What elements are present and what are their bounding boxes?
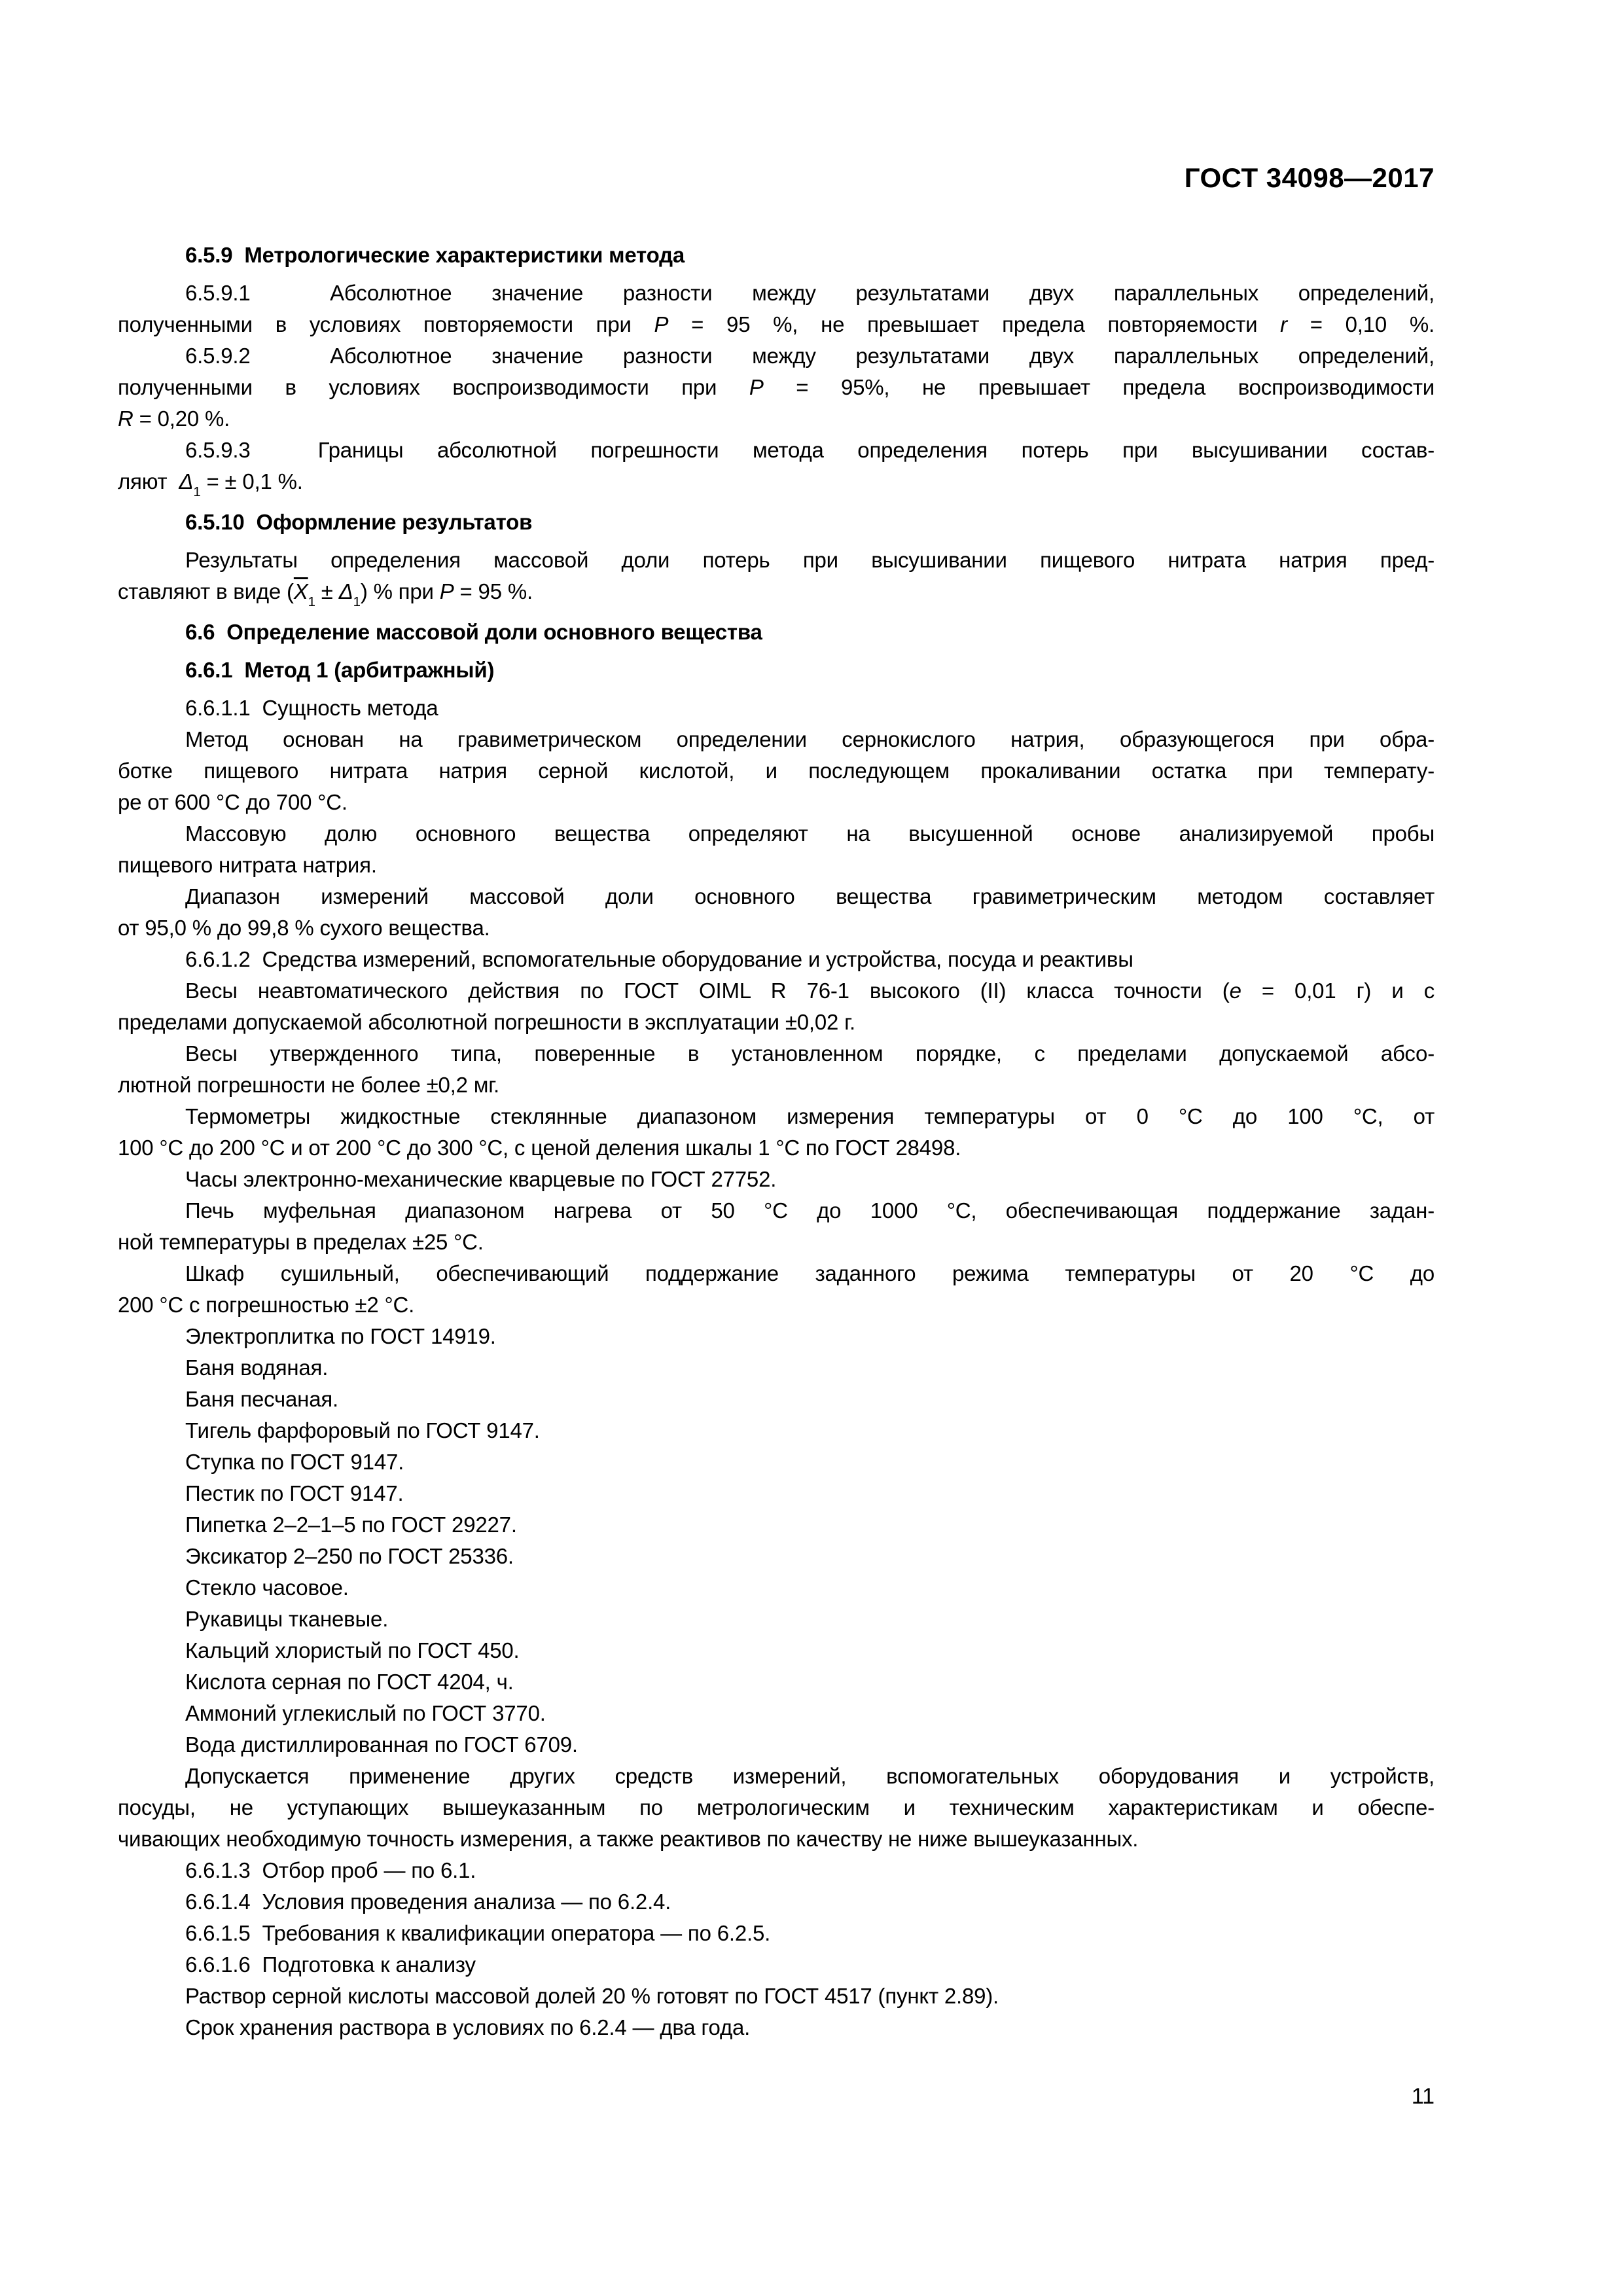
text-segment: Стекло часовое. [185,1575,349,1600]
text-segment: P [749,375,764,399]
page-number: 11 [1411,2084,1435,2109]
section-heading [118,617,1435,648]
text-line [118,1478,1435,1509]
text-segment: 6.6.1 Метод 1 (арбитражный) [185,658,495,682]
text-segment: полученными в условиях повторяемости при [118,312,654,336]
text-segment: ботке пищевого нитрата натрия серной кислотой, и последующем прокаливании остатка при температу- [118,759,1435,783]
text-segment: 6.5.9 Метрологические характеристики метода [185,243,685,267]
text-segment: Баня песчаная. [185,1387,338,1411]
text-line [118,1384,1435,1415]
text-segment: 6.6.1.3 Отбор проб — по 6.1. [185,1858,476,1882]
text-line [118,1289,1435,1321]
text-line [118,944,1435,975]
text-line [118,1132,1435,1164]
text-line [118,850,1435,881]
text-segment: лютной погрешности не более ±0,2 мг. [118,1073,500,1097]
text-segment: = 95 %, не превышает предела повторяемости [668,312,1281,336]
text-segment: Δ [338,579,353,603]
text-segment: Аммоний углекислый по ГОСТ 3770. [185,1701,546,1725]
text-segment: Диапазон измерений массовой доли основного вещества гравиметрическим методом составляет [185,884,1435,908]
text-segment: 6.6.1.5 Требования к квалификации оператора — по 6.2.5. [185,1921,771,1945]
text-line [118,1069,1435,1101]
text-segment: = 0,10 %. [1287,312,1435,336]
text-segment: 6.6.1.2 Средства измерений, вспомогательные оборудование и устройства, посуда и реактивы [185,947,1133,971]
text-segment: Результаты определения массовой доли потерь при высушивании пищевого нитрата натрия пред- [185,548,1435,572]
text-segment: P [654,312,669,336]
text-line [118,1635,1435,1666]
text-segment: $\overline{X}$ [293,579,308,603]
text-segment: = 0,20 %. [133,406,230,431]
document-content [118,162,1435,2043]
text-segment: посуды, не уступающих вышеуказанным по метрологическим и техническим характеристикам и обеспе- [118,1795,1435,1820]
text-line [118,1195,1435,1227]
text-segment: Срок хранения раствора в условиях по 6.2.4 — два года. [185,2015,751,2039]
text-segment: = 95 %. [454,579,533,603]
text-line [118,1007,1435,1038]
text-segment: чивающих необходимую точность измерения, а также реактивов по качеству не ниже вышеуказанных. [118,1827,1139,1851]
text-segment: Часы электронно-механические кварцевые по ГОСТ 27752. [185,1167,777,1191]
text-segment: Эксикатор 2–250 по ГОСТ 25336. [185,1544,514,1568]
text-segment: Пипетка 2–2–1–5 по ГОСТ 29227. [185,1513,517,1537]
text-segment: Кислота серная по ГОСТ 4204, ч. [185,1670,514,1694]
text-line [118,1509,1435,1541]
text-line [118,1604,1435,1635]
text-segment: Метод основан на гравиметрическом определении сернокислого натрия, образующегося при обра- [185,727,1435,751]
text-segment: 6.5.9.1 Абсолютное значение разности между результатами двух параллельных определений, [185,281,1435,305]
text-segment: Электроплитка по ГОСТ 14919. [185,1324,496,1348]
text-segment: Пестик по ГОСТ 9147. [185,1481,404,1505]
text-segment: Массовую долю основного вещества определяют на высушенной основе анализируемой пробы [185,821,1435,846]
text-segment: 6.6.1.1 Сущность метода [185,696,438,720]
text-line [118,818,1435,850]
text-line [118,1823,1435,1855]
text-segment: = 95%, не превышает предела воспроизводимости [763,375,1435,399]
text-segment: = ± 0,1 %. [200,469,303,493]
text-line [118,787,1435,818]
text-line [118,1352,1435,1384]
text-line [118,1415,1435,1446]
text-line [118,435,1435,466]
text-line [118,309,1435,340]
text-segment: 100 °С до 200 °С и от 200 °С до 300 °С, с ценой деления шкалы 1 °С по ГОСТ 28498. [118,1136,961,1160]
text-line [118,1698,1435,1729]
text-segment: 6.5.9.2 Абсолютное значение разности между результатами двух параллельных определений, [185,344,1435,368]
text-line [118,372,1435,403]
text-line [118,881,1435,912]
section-heading [118,507,1435,538]
text-segment: пределами допускаемой абсолютной погрешности в эксплуатации ±0,02 г. [118,1010,855,1034]
text-segment: Весы неавтоматического действия по ГОСТ OIML R 76-1 высокого (II) класса точности ( [185,978,1230,1003]
text-segment: 1 [193,484,201,500]
text-line [118,1446,1435,1478]
text-line [118,1227,1435,1258]
text-segment: Термометры жидкостные стеклянные диапазоном измерения температуры от 0 °С до 100 °С, от [185,1104,1435,1128]
section-heading [118,240,1435,271]
text-segment: e [1229,978,1241,1003]
text-line [118,1164,1435,1195]
text-line [118,340,1435,372]
text-line [118,1729,1435,1761]
text-line [118,466,1435,500]
text-segment: 200 °С с погрешностью ±2 °С. [118,1293,415,1317]
text-segment: от 95,0 % до 99,8 % сухого вещества. [118,916,490,940]
text-segment: Баня водяная. [185,1355,329,1380]
text-line [118,1949,1435,1981]
text-segment: r [1280,312,1287,336]
text-line [118,576,1435,610]
text-line [118,1038,1435,1069]
text-line [118,724,1435,755]
text-segment: Вода дистиллированная по ГОСТ 6709. [185,1732,578,1757]
text-line [118,1101,1435,1132]
text-line [118,1855,1435,1886]
text-line [118,1918,1435,1949]
document-body [118,240,1435,2043]
text-segment: 6.6 Определение массовой доли основного вещества [185,620,762,644]
text-segment: ной температуры в пределах ±25 °С. [118,1230,484,1254]
text-segment: Печь муфельная диапазоном нагрева от 50 °С до 1000 °С, обеспечивающая поддержание задан- [185,1198,1435,1223]
text-line [118,912,1435,944]
text-segment: R [118,406,134,431]
text-line [118,403,1435,435]
text-segment: Допускается применение других средств измерений, вспомогательных оборудования и устройств, [185,1764,1435,1788]
text-line [118,1258,1435,1289]
text-segment: ляют [118,469,179,493]
text-segment: 1 [353,594,361,610]
text-segment: ± [315,579,339,603]
text-line [118,975,1435,1007]
text-line [118,1761,1435,1792]
text-line [118,755,1435,787]
text-segment: 6.5.10 Оформление результатов [185,510,533,534]
text-segment: Весы утвержденного типа, поверенные в установленном порядке, с пределами допускаемой абсо- [185,1041,1435,1066]
text-line [118,1321,1435,1352]
text-segment: полученными в условиях воспроизводимости при [118,375,749,399]
text-line [118,1981,1435,2012]
text-line [118,692,1435,724]
text-segment: ставляют в виде ( [118,579,294,603]
section-heading [118,655,1435,686]
text-segment: 1 [308,594,315,610]
text-segment: = 0,01 г) и с [1241,978,1435,1003]
text-line [118,1541,1435,1572]
text-segment: Кальций хлористый по ГОСТ 450. [185,1638,520,1662]
text-line [118,1792,1435,1823]
text-segment: P [439,579,454,603]
text-segment: Раствор серной кислоты массовой долей 20 % готовят по ГОСТ 4517 (пункт 2.89). [185,1984,999,2008]
text-line [118,2012,1435,2043]
text-segment: Ступка по ГОСТ 9147. [185,1450,404,1474]
text-segment: ре от 600 °С до 700 °С. [118,790,348,814]
text-line [118,545,1435,576]
text-segment: 6.6.1.4 Условия проведения анализа — по 6.2.4. [185,1890,671,1914]
text-segment: пищевого нитрата натрия. [118,853,377,877]
text-line [118,1572,1435,1604]
text-segment: Тигель фарфоровый по ГОСТ 9147. [185,1418,540,1443]
text-segment: Рукавицы тканевые. [185,1607,389,1631]
text-line [118,1886,1435,1918]
text-segment: ) % при [360,579,440,603]
document-standard-header: ГОСТ 34098—2017 [1184,162,1435,193]
text-segment: 6.5.9.3 Границы абсолютной погрешности метода определения потерь при высушивании состав- [185,438,1435,462]
text-segment: Шкаф сушильный, обеспечивающий поддержание заданного режима температуры от 20 °С до [185,1261,1435,1285]
text-segment: 6.6.1.6 Подготовка к анализу [185,1952,476,1977]
text-line [118,1666,1435,1698]
text-line [118,278,1435,309]
text-segment: Δ [179,469,194,493]
